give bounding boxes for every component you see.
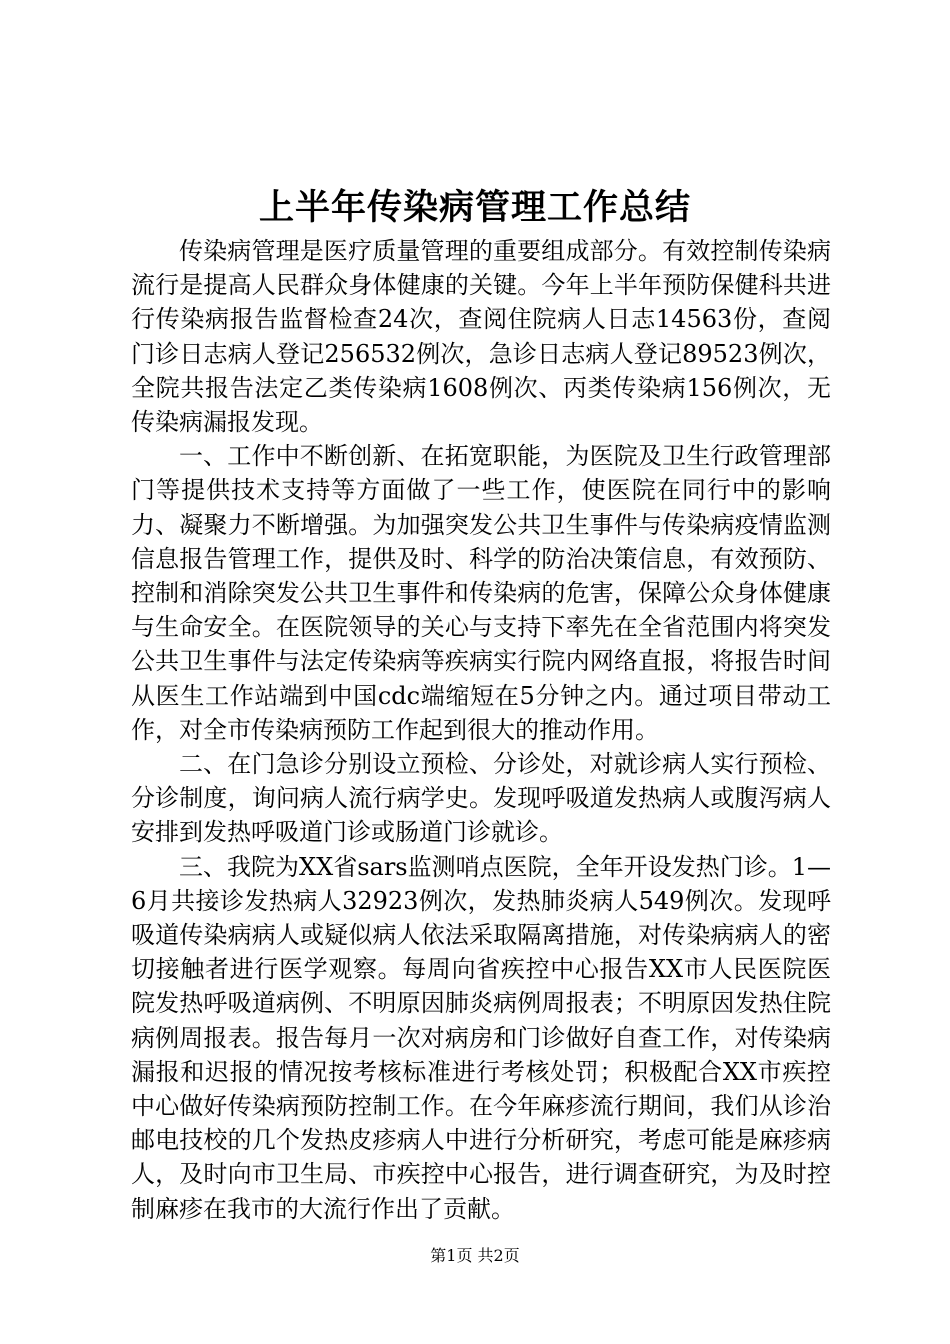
- page-footer: 第1页 共2页: [430, 1246, 520, 1265]
- document-body: [131, 234, 831, 1226]
- page-title: 上半年传染病管理工作总结: [258, 187, 691, 228]
- paragraph-section-2: 二、在门急诊分别设立预检、分诊处，对就诊病人实行预检、分诊制度，询问病人流行病学史。发现呼吸道发热病人或腹泻病人安排到发热呼吸道门诊或肠道门诊就诊。: [131, 750, 831, 847]
- paragraph-section-3: 三、我院为XX省sars监测哨点医院，全年开设发热门诊。1—6月共接诊发热病人32923例次，发热肺炎病人549例次。发现呼吸道传染病病人或疑似病人依法采取隔离措施，对传染病病人的密切接触者进行医学观察。每周向省疾控中心报告XX市人民医院医院发热呼吸道病例、不明原因肺炎病例周报表；不明原因发热住院病例周报表。报告每月一次对病房和门诊做好自查工作，对传染病漏报和迟报的情况按考核标准进行考核处罚；积极配合XX市疾控中心做好传染病预防控制工作。在今年麻疹流行期间，我们从诊治邮电技校的几个发热皮疹病人中进行分析研究，考虑可能是麻疹病人，及时向市卫生局、市疾控中心报告，进行调查研究，为及时控制麻疹在我市的大流行作出了贡献。: [131, 852, 831, 1223]
- paragraph-section-1: 一、工作中不断创新、在拓宽职能，为医院及卫生行政管理部门等提供技术支持等方面做了一些工作，使医院在同行中的影响力、凝聚力不断增强。为加强突发公共卫生事件与传染病疫情监测信息报告管理工作，提供及时、科学的防治决策信息，有效预防、控制和消除突发公共卫生事件和传染病的危害，保障公众身体健康与生命安全。在医院领导的关心与支持下率先在全省范围内将突发公共卫生事件与法定传染病等疾病实行院内网络直报，将报告时间从医生工作站端到中国cdc端缩短在5分钟之内。通过项目带动工作，对全市传染病预防工作起到很大的推动作用。: [131, 442, 831, 744]
- paragraph-intro: 传染病管理是医疗质量管理的重要组成部分。有效控制传染病流行是提高人民群众身体健康的关键。今年上半年预防保健科共进行传染病报告监督检查24次，查阅住院病人日志14563份，查阅门诊日志病人登记256532例次，急诊日志病人登记89523例次，全院共报告法定乙类传染病1608例次、丙类传染病156例次，无传染病漏报发现。: [131, 237, 831, 437]
